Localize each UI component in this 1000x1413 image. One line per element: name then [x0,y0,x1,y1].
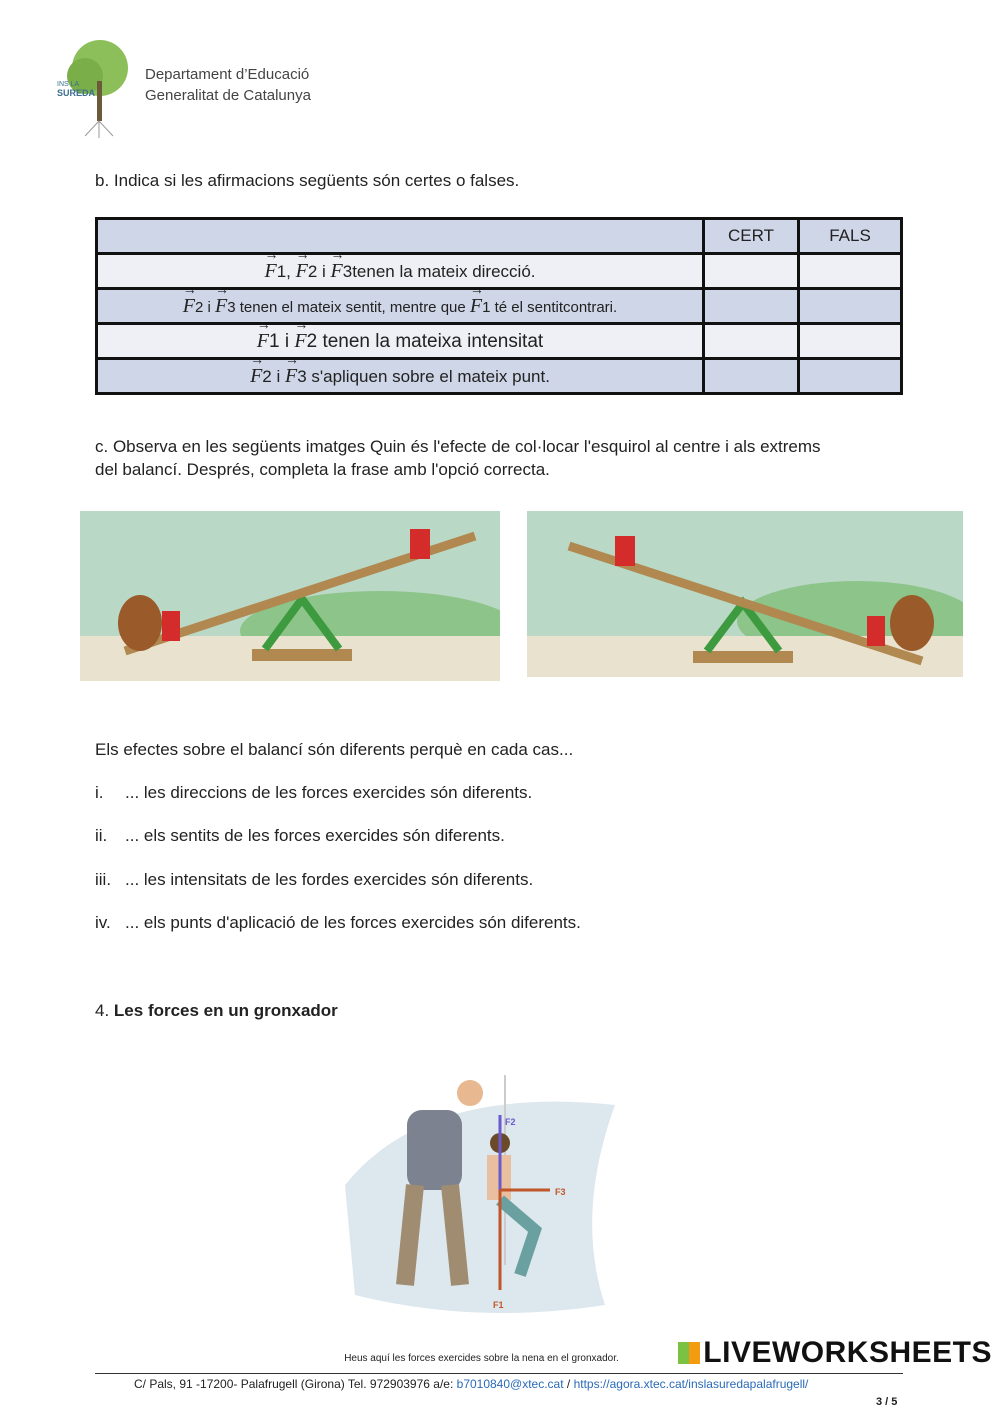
section-b-instruction: b. Indica si les afirmacions següents són certes o falses. [95,171,520,190]
force-vector-symbol: → F [215,295,227,318]
seesaw-image-right [527,511,963,677]
force-vector-symbol: → F [470,295,482,318]
footer-address [134,1377,808,1391]
svg-text:SUREDA: SUREDA [57,88,96,98]
cert-cell[interactable] [704,324,799,359]
statement [97,289,704,324]
footer-divider [95,1373,903,1374]
answer-option[interactable] [95,870,533,890]
force-vector-symbol: → F [296,260,308,283]
force-vector-symbol: → F [264,260,276,283]
force-vector-symbol: → F [331,260,343,283]
f1-label: F1 [493,1300,504,1310]
f2-label: F2 [505,1117,516,1127]
statement-text: 2 i [262,366,285,386]
section-number: 4. [95,1001,110,1020]
option-number: iv. [95,913,111,932]
force-vector-symbol: → F [257,330,269,353]
statement-text: 1 i [269,330,295,352]
watermark-text: LIVEWORKSHEETS [703,1336,992,1369]
separator: / [563,1377,574,1391]
page-number: 3 / 5 [876,1396,898,1408]
swing-caption: Heus aquí les forces exercides sobre la nena en el gronxador. [344,1353,619,1364]
statement-text: 1 té el sentitcontrari. [482,298,618,316]
statement-text: 2 i [195,298,216,316]
statement-text: 1, [276,261,296,281]
completion-sentence: Els efectes sobre el balancí són diferents perquè en cada cas... [95,740,574,759]
option-text: ... els sentits de les forces exercides són diferents. [125,826,505,845]
squirrel [890,595,934,651]
statement-text: 3 s'apliquen sobre el mateix punt. [297,366,550,386]
col-fals: FALS [799,219,902,254]
cert-cell[interactable] [704,289,799,324]
instruction-line1: c. Observa en les següents imatges Quin és l'efecte de col·locar l'esquirol al centre i als extrems [95,437,821,456]
option-number: iii. [95,870,112,889]
address-text: C/ Pals, 91 -17200- Palafrugell (Girona) Tel. 972903976 a/e: [134,1377,457,1391]
true-false-table [95,217,903,395]
liveworksheets-logo-icon [678,1342,700,1364]
answer-option[interactable] [95,826,505,846]
svg-text:INS LA: INS LA [57,81,80,88]
section-title: Les forces en un gronxador [113,1001,338,1020]
option-number: i. [95,783,104,802]
department-header [145,64,311,106]
school-logo [55,36,135,140]
liveworksheets-watermark [678,1336,992,1370]
option-number: ii. [95,826,108,845]
dept-line2: Generalitat de Catalunya [145,87,311,104]
answer-option[interactable] [95,913,581,933]
statement-text: 2 tenen la mateixa intensitat [306,330,544,352]
fals-cell[interactable] [799,359,902,394]
instruction-line2: del balancí. Després, completa la frase amb l'opció correcta. [95,460,550,479]
option-text: ... les intensitats de les fordes exercides són diferents. [125,870,534,889]
force-vector-symbol: → F [294,330,306,353]
section-4-heading [95,1001,338,1021]
squirrel [118,595,162,651]
fals-cell[interactable] [799,324,902,359]
f3-label: F3 [555,1187,566,1197]
section-c-instruction [95,435,905,481]
dept-line1: Departament d’Educació [145,66,310,83]
website-link[interactable]: https://agora.xtec.cat/inslasuredapalafrugell/ [573,1377,809,1391]
statement-text: 3 tenen el mateix sentit, mentre que [227,298,470,316]
swing-image [325,1065,640,1345]
force-vector-symbol: → F [183,295,195,318]
col-cert: CERT [704,219,799,254]
cert-cell[interactable] [704,254,799,289]
fals-cell[interactable] [799,289,902,324]
table-row [97,324,902,359]
email-link[interactable]: b7010840@xtec.cat [456,1377,564,1391]
fals-cell[interactable] [799,254,902,289]
statement [97,359,704,394]
force-vector-symbol: → F [250,365,262,388]
statement [97,324,704,359]
table-row [97,359,902,394]
force-vector-symbol: → F [285,365,297,388]
cert-cell[interactable] [704,359,799,394]
table-row [97,289,902,324]
statement-text: 2 i [307,261,331,281]
option-text: ... els punts d'aplicació de les forces exercides són diferents. [125,913,581,932]
seesaw-image-left [80,511,500,681]
option-text: ... les direccions de les forces exercides són diferents. [125,783,533,802]
table-header-row [97,219,902,254]
statement-text: 3tenen la mateix direcció. [342,261,536,281]
answer-option[interactable] [95,783,532,803]
